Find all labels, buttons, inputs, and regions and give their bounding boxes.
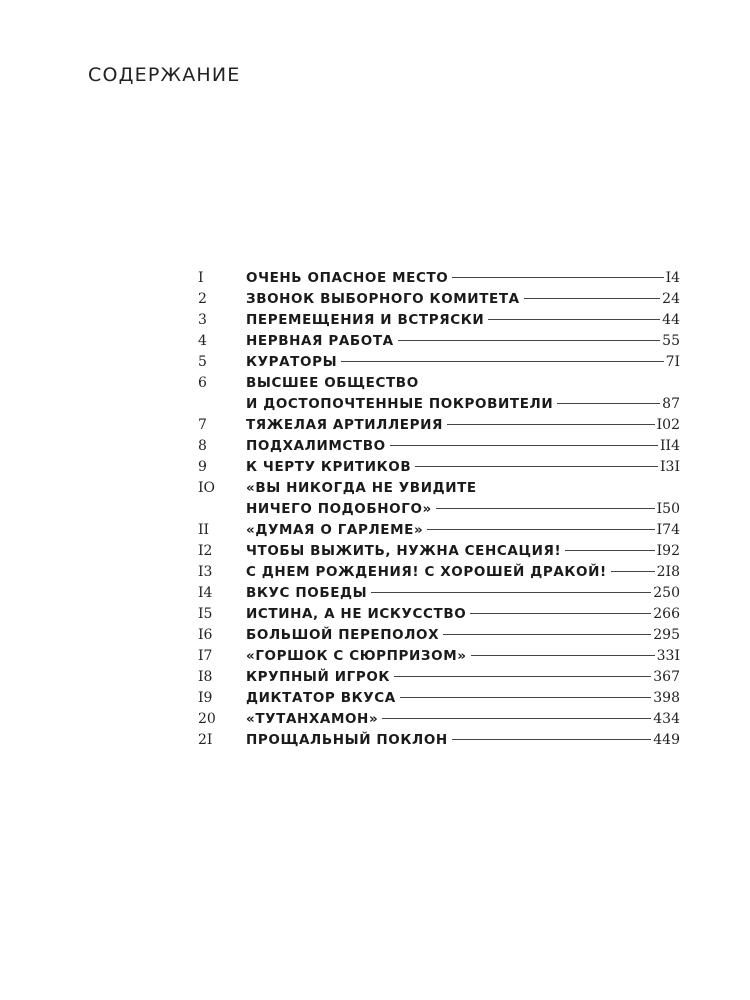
page-number: 33I: [656, 648, 680, 664]
chapter-title: ПОДХАЛИМСТВО: [246, 438, 386, 454]
chapter-entry-body: [246, 436, 680, 457]
chapter-title-line: [246, 709, 680, 730]
chapter-entry-body: [246, 688, 680, 709]
leader-line: [452, 739, 651, 740]
chapter-title-line: [246, 667, 680, 688]
toc-entry: [198, 562, 680, 583]
chapter-title: И ДОСТОПОЧТЕННЫЕ ПОКРОВИТЕЛИ: [246, 396, 554, 412]
chapter-title-line: [246, 415, 680, 436]
chapter-number: I8: [198, 669, 213, 685]
page-number: I4: [665, 270, 680, 286]
chapter-title: ВЫСШЕЕ ОБЩЕСТВО: [246, 375, 419, 391]
chapter-number: I9: [198, 690, 213, 706]
page-number: I02: [656, 417, 680, 433]
chapter-number: I2: [198, 543, 213, 559]
toc-entry: [198, 457, 680, 478]
chapter-title: КУРАТОРЫ: [246, 354, 338, 370]
chapter-entry-body: [246, 268, 680, 289]
chapter-title: ДИКТАТОР ВКУСА: [246, 690, 396, 706]
chapter-title-line: [246, 331, 680, 352]
page-number: 367: [653, 669, 680, 685]
chapter-title: ИСТИНА, А НЕ ИСКУССТВО: [246, 606, 467, 622]
page-number: 434: [653, 711, 680, 727]
toc-entry: [198, 373, 680, 415]
chapter-number: 3: [198, 312, 207, 328]
leader-line: [341, 361, 663, 362]
leader-line: [415, 466, 658, 467]
chapter-entry-body: [246, 667, 680, 688]
chapter-number: 5: [198, 354, 207, 370]
page-number: I74: [656, 522, 680, 538]
chapter-title-line: [246, 583, 680, 604]
chapter-entry-body: [246, 541, 680, 562]
chapter-title: БОЛЬШОЙ ПЕРЕПОЛОХ: [246, 627, 440, 643]
chapter-title-line: [246, 646, 680, 667]
chapter-title-line: [246, 520, 680, 541]
page-number: 24: [662, 291, 680, 307]
toc-entry: [198, 688, 680, 709]
chapter-title: ЧТОБЫ ВЫЖИТЬ, НУЖНА СЕНСАЦИЯ!: [246, 543, 562, 559]
leader-line: [371, 592, 651, 593]
chapter-entry-body: [246, 709, 680, 730]
chapter-number: I5: [198, 606, 213, 622]
toc-entry: [198, 331, 680, 352]
page-number: 44: [662, 312, 680, 328]
toc-entry: [198, 289, 680, 310]
toc-entry: [198, 709, 680, 730]
chapter-entry-body: [246, 604, 680, 625]
chapter-title: «ТУТАНХАМОН»: [246, 711, 379, 727]
toc-entry: [198, 667, 680, 688]
chapter-number: II: [198, 522, 210, 538]
chapter-title-line: [246, 604, 680, 625]
toc-entry: [198, 268, 680, 289]
chapter-title-line: [246, 499, 680, 520]
toc-entry: [198, 541, 680, 562]
toc-entry: [198, 310, 680, 331]
leader-line: [452, 277, 663, 278]
chapter-number: I4: [198, 585, 213, 601]
chapter-title-line: [246, 268, 680, 289]
chapter-entry-body: [246, 478, 680, 520]
chapter-number: 8: [198, 438, 207, 454]
chapter-entry-body: [246, 625, 680, 646]
leader-line: [398, 340, 660, 341]
chapter-number: 4: [198, 333, 207, 349]
chapter-title: ВКУС ПОБЕДЫ: [246, 585, 368, 601]
chapter-number: 2: [198, 291, 207, 307]
chapter-title: «ГОРШОК С СЮРПРИЗОМ»: [246, 648, 467, 664]
chapter-title: НИЧЕГО ПОДОБНОГО»: [246, 501, 432, 517]
toc-entry: [198, 436, 680, 457]
chapter-entry-body: [246, 352, 680, 373]
chapter-title: НЕРВНАЯ РАБОТА: [246, 333, 394, 349]
leader-line: [524, 298, 660, 299]
chapter-title: КРУПНЫЙ ИГРОК: [246, 669, 391, 685]
chapter-entry-body: [246, 562, 680, 583]
page-number: I50: [656, 501, 680, 517]
chapter-entry-body: [246, 730, 680, 751]
leader-line: [436, 508, 655, 509]
page-number: 449: [653, 732, 680, 748]
chapter-entry-body: [246, 310, 680, 331]
toc-entry: [198, 352, 680, 373]
leader-line: [557, 403, 660, 404]
leader-line: [443, 634, 651, 635]
leader-line: [394, 676, 651, 677]
chapter-title: С ДНЕМ РОЖДЕНИЯ! С ХОРОШЕЙ ДРАКОЙ!: [246, 564, 607, 580]
chapter-entry-body: [246, 646, 680, 667]
leader-line: [447, 424, 655, 425]
page-number: 87: [662, 396, 680, 412]
chapter-title: ОЧЕНЬ ОПАСНОЕ МЕСТО: [246, 270, 449, 286]
chapter-title: ЗВОНОК ВЫБОРНОГО КОМИТЕТА: [246, 291, 520, 307]
leader-line: [427, 529, 654, 530]
page-number: II4: [660, 438, 680, 454]
toc-entry: [198, 625, 680, 646]
chapter-number: 9: [198, 459, 207, 475]
page-number: 250: [653, 585, 680, 601]
chapter-title-line: [246, 352, 680, 373]
leader-line: [470, 613, 651, 614]
chapter-title-line: [246, 310, 680, 331]
chapter-title: ТЯЖЕЛАЯ АРТИЛЛЕРИЯ: [246, 417, 443, 433]
toc-entry: [198, 520, 680, 541]
leader-line: [390, 445, 658, 446]
chapter-title-line: [246, 625, 680, 646]
chapter-title-line: [246, 541, 680, 562]
leader-line: [382, 718, 651, 719]
toc-entry: [198, 415, 680, 436]
page-number: 2I8: [656, 564, 680, 580]
page-title: СОДЕРЖАНИЕ: [88, 64, 241, 86]
chapter-number: I3: [198, 564, 213, 580]
chapter-number: 7: [198, 417, 207, 433]
toc-entry: [198, 583, 680, 604]
chapter-title-line: [246, 394, 680, 415]
chapter-title: ПРОЩАЛЬНЫЙ ПОКЛОН: [246, 732, 448, 748]
chapter-title: К ЧЕРТУ КРИТИКОВ: [246, 459, 412, 475]
table-of-contents: [198, 268, 680, 751]
chapter-title-line: [246, 457, 680, 478]
chapter-number: 2I: [198, 732, 213, 748]
chapter-number: IO: [198, 480, 216, 496]
chapter-title-line: [246, 688, 680, 709]
leader-line: [400, 697, 651, 698]
chapter-entry-body: [246, 289, 680, 310]
chapter-entry-body: [246, 331, 680, 352]
toc-entry: [198, 604, 680, 625]
chapter-entry-body: [246, 520, 680, 541]
chapter-number: I6: [198, 627, 213, 643]
chapter-title-line: [246, 562, 680, 583]
page-number: I92: [656, 543, 680, 559]
chapter-title: «ВЫ НИКОГДА НЕ УВИДИТЕ: [246, 480, 477, 496]
chapter-title-line: [246, 436, 680, 457]
leader-line: [611, 571, 655, 572]
chapter-entry-body: [246, 457, 680, 478]
chapter-title-line: [246, 478, 680, 499]
leader-line: [471, 655, 655, 656]
chapter-number: 20: [198, 711, 216, 727]
leader-line: [565, 550, 654, 551]
chapter-entry-body: [246, 583, 680, 604]
chapter-number: I: [198, 270, 204, 286]
chapter-title: ПЕРЕМЕЩЕНИЯ И ВСТРЯСКИ: [246, 312, 485, 328]
leader-line: [488, 319, 660, 320]
chapter-title-line: [246, 373, 680, 394]
chapter-title-line: [246, 730, 680, 751]
chapter-number: 6: [198, 375, 207, 391]
chapter-number: I7: [198, 648, 213, 664]
toc-entry: [198, 646, 680, 667]
page-number: 398: [653, 690, 680, 706]
page-number: 295: [653, 627, 680, 643]
chapter-title-line: [246, 289, 680, 310]
page-number: I3I: [660, 459, 680, 475]
chapter-entry-body: [246, 415, 680, 436]
page-number: 266: [653, 606, 680, 622]
toc-entry: [198, 730, 680, 751]
chapter-entry-body: [246, 373, 680, 415]
chapter-title: «ДУМАЯ О ГАРЛЕМЕ»: [246, 522, 424, 538]
page-number: 55: [662, 333, 680, 349]
page-number: 7I: [665, 354, 680, 370]
toc-entry: [198, 478, 680, 520]
